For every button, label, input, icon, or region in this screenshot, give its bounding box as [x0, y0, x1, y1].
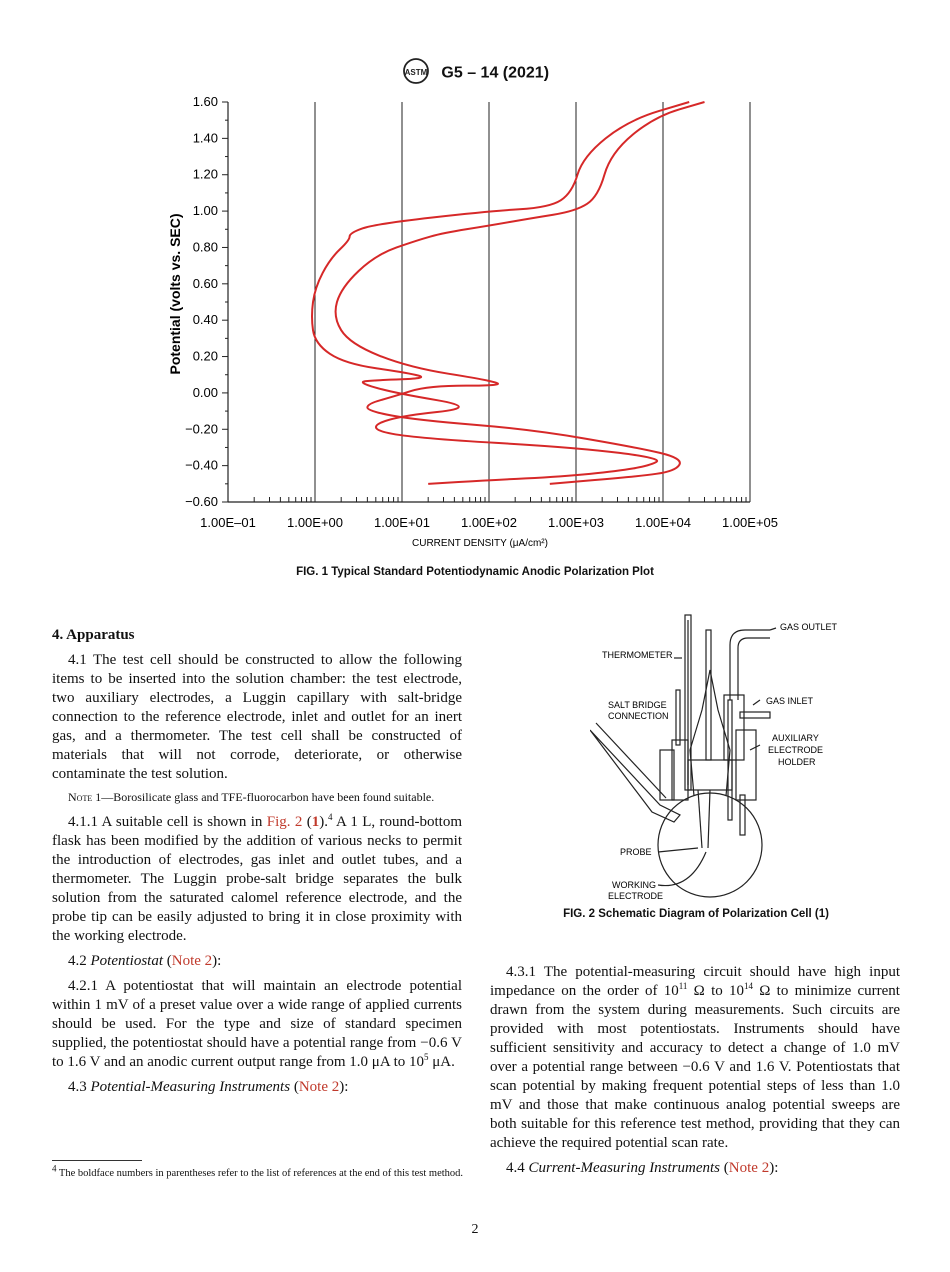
note-2-link[interactable]: Note 2	[728, 1160, 770, 1176]
logo-text: ASTM	[404, 68, 428, 77]
salt-bridge-tube	[590, 730, 680, 822]
x-tick-label: 1.00E+02	[460, 515, 518, 530]
page-header	[0, 58, 950, 89]
para-4-3: 4.3 Potential-Measuring Instruments (Note 2):	[68, 1079, 349, 1095]
section-heading: 4. Apparatus	[52, 627, 135, 643]
left-column	[52, 626, 462, 1103]
polarization-cell-diagram	[590, 600, 850, 910]
label-working-1: WORKING	[612, 880, 656, 890]
label-gas-inlet: GAS INLET	[766, 696, 814, 706]
astm-logo-icon	[401, 58, 431, 89]
polarization-chart	[150, 92, 800, 552]
y-tick-label: 0.40	[192, 312, 218, 328]
y-axis-label: Potential (volts vs. SEC)	[167, 213, 183, 375]
x-tick-label: 1.00E+05	[721, 515, 779, 530]
x-tick-label: 1.00E+01	[373, 515, 431, 530]
gas-outlet-tube	[730, 630, 770, 700]
fig1-caption: FIG. 1 Typical Standard Potentiodynamic Anodic Polarization Plot	[296, 566, 654, 578]
para-4-2: 4.2 Potentiostat (Note 2):	[68, 953, 222, 969]
doc-title: G5 – 14 (2021)	[441, 64, 550, 82]
y-tick-label: −0.60	[185, 494, 218, 509]
y-tick-label: 1.40	[192, 130, 218, 146]
para-4-3-1: 4.3.1 The potential-measuring circuit should have high input impedance on the order of $10^{11}$ Ω to $10^{14}$ Ω to minimize current drawn from the system during measurements. Such circuits are provided with most potentiostats. Instruments should have sufficient sensitivity and accuracy to detect a change of 1.0 mV over a potential range between −0.6 V and 1.6 V. Potentiostats that scan potential by making frequent potential steps of less than 1.0 mV and those that make continuous analog potential sweeps are both suitable for this reference test method, providing that they can achieve the required potential scan rate.	[490, 964, 900, 1151]
label-gas-outlet: GAS OUTLET	[780, 622, 838, 632]
note-1	[52, 790, 462, 805]
y-tick-label: 1.00	[192, 203, 218, 219]
page-number: 2	[471, 1222, 479, 1237]
para-4-1-1: 4.1.1 A suitable cell is shown in Fig. 2 (1).$^4$ A 1 L, round-bottom flask has been modified by the addition of various necks to permit the introduction of electrodes, gas inlet and outlet tubes, and a thermometer. The Luggin probe-salt bridge separates the bulk solution from the saturated calomel reference electrode, and the probe tip can be easily adjusted to bring it in close proximity with the working electrode.	[52, 812, 463, 944]
right-column	[490, 963, 900, 1184]
y-tick-label: 0.20	[192, 348, 218, 364]
label-working-2: ELECTRODE	[608, 891, 664, 901]
x-tick-label: 1.00E+03	[547, 515, 605, 530]
note-2-link[interactable]: Note 2	[298, 1079, 340, 1095]
aux-holder-shape	[736, 730, 756, 800]
label-aux-2: ELECTRODE	[768, 745, 824, 755]
label-salt-bridge-1: SALT BRIDGE	[608, 700, 667, 710]
para-4-1: 4.1 The test cell should be constructed to allow the following items to be inserted into the solution chamber: the test electrode, two auxiliary electrodes, a Luggin capillary with salt-bridge connection to the reference electrode, inlet and outlet for an inert gas, and a thermometer. The test cell shall be constructed of materials that will not corrode, deteriorate, or otherwise contaminate the test solution.	[52, 652, 462, 782]
label-salt-bridge-2: CONNECTION	[608, 711, 669, 721]
y-tick-label: −0.20	[185, 421, 218, 437]
series-line-2	[336, 102, 705, 484]
note-1-label: Note 1	[68, 790, 102, 804]
y-tick-label: 0.60	[192, 275, 218, 291]
x-tick-label: 1.00E–01	[200, 515, 256, 530]
y-tick-label: −0.40	[185, 457, 218, 473]
ref-1-link[interactable]: 1	[311, 814, 320, 830]
para-4-4: 4.4 Current-Measuring Instruments (Note 2):	[506, 1160, 779, 1176]
x-tick-label: 1.00E+00	[286, 515, 344, 530]
y-tick-label: 1.20	[192, 166, 218, 182]
label-probe: PROBE	[620, 847, 652, 857]
footnote-rule	[52, 1160, 142, 1161]
probe-line	[698, 790, 702, 848]
label-aux-3: HOLDER	[778, 757, 816, 767]
footnote: $^4$ The boldface numbers in parentheses refer to the list of references at the end of this test method.	[52, 1160, 464, 1181]
para-4-2-1: 4.2.1 A potentiostat that will maintain an electrode potential within 1 mV of a preset value over a wide range of applied currents should be used. For the type and size of standard specimen supplied, the potentiostat should have a potential range from −0.6 V to 1.6 V and an anodic current output range from 1.0 μA to $10^5$ μA.	[52, 978, 462, 1070]
y-tick-label: 0.80	[192, 239, 218, 255]
flask-shape	[658, 793, 762, 897]
x-axis-label: CURRENT DENSITY (μA/cm²)	[412, 538, 548, 549]
footnote-mark: 4	[328, 812, 333, 822]
x-tick-label: 1.00E+04	[634, 515, 692, 530]
label-thermometer: THERMOMETER	[602, 650, 673, 660]
note-1-text: —Borosilicate glass and TFE-fluorocarbon have been found suitable.	[101, 790, 435, 804]
y-tick-label: 1.60	[192, 94, 218, 109]
note-2-link[interactable]: Note 2	[171, 953, 213, 969]
y-tick-label: 0.00	[192, 384, 218, 400]
label-aux-1: AUXILIARY	[772, 733, 819, 743]
fig2-caption: FIG. 2 Schematic Diagram of Polarization Cell (1)	[563, 908, 829, 920]
fig2-link[interactable]: Fig. 2	[266, 814, 303, 830]
